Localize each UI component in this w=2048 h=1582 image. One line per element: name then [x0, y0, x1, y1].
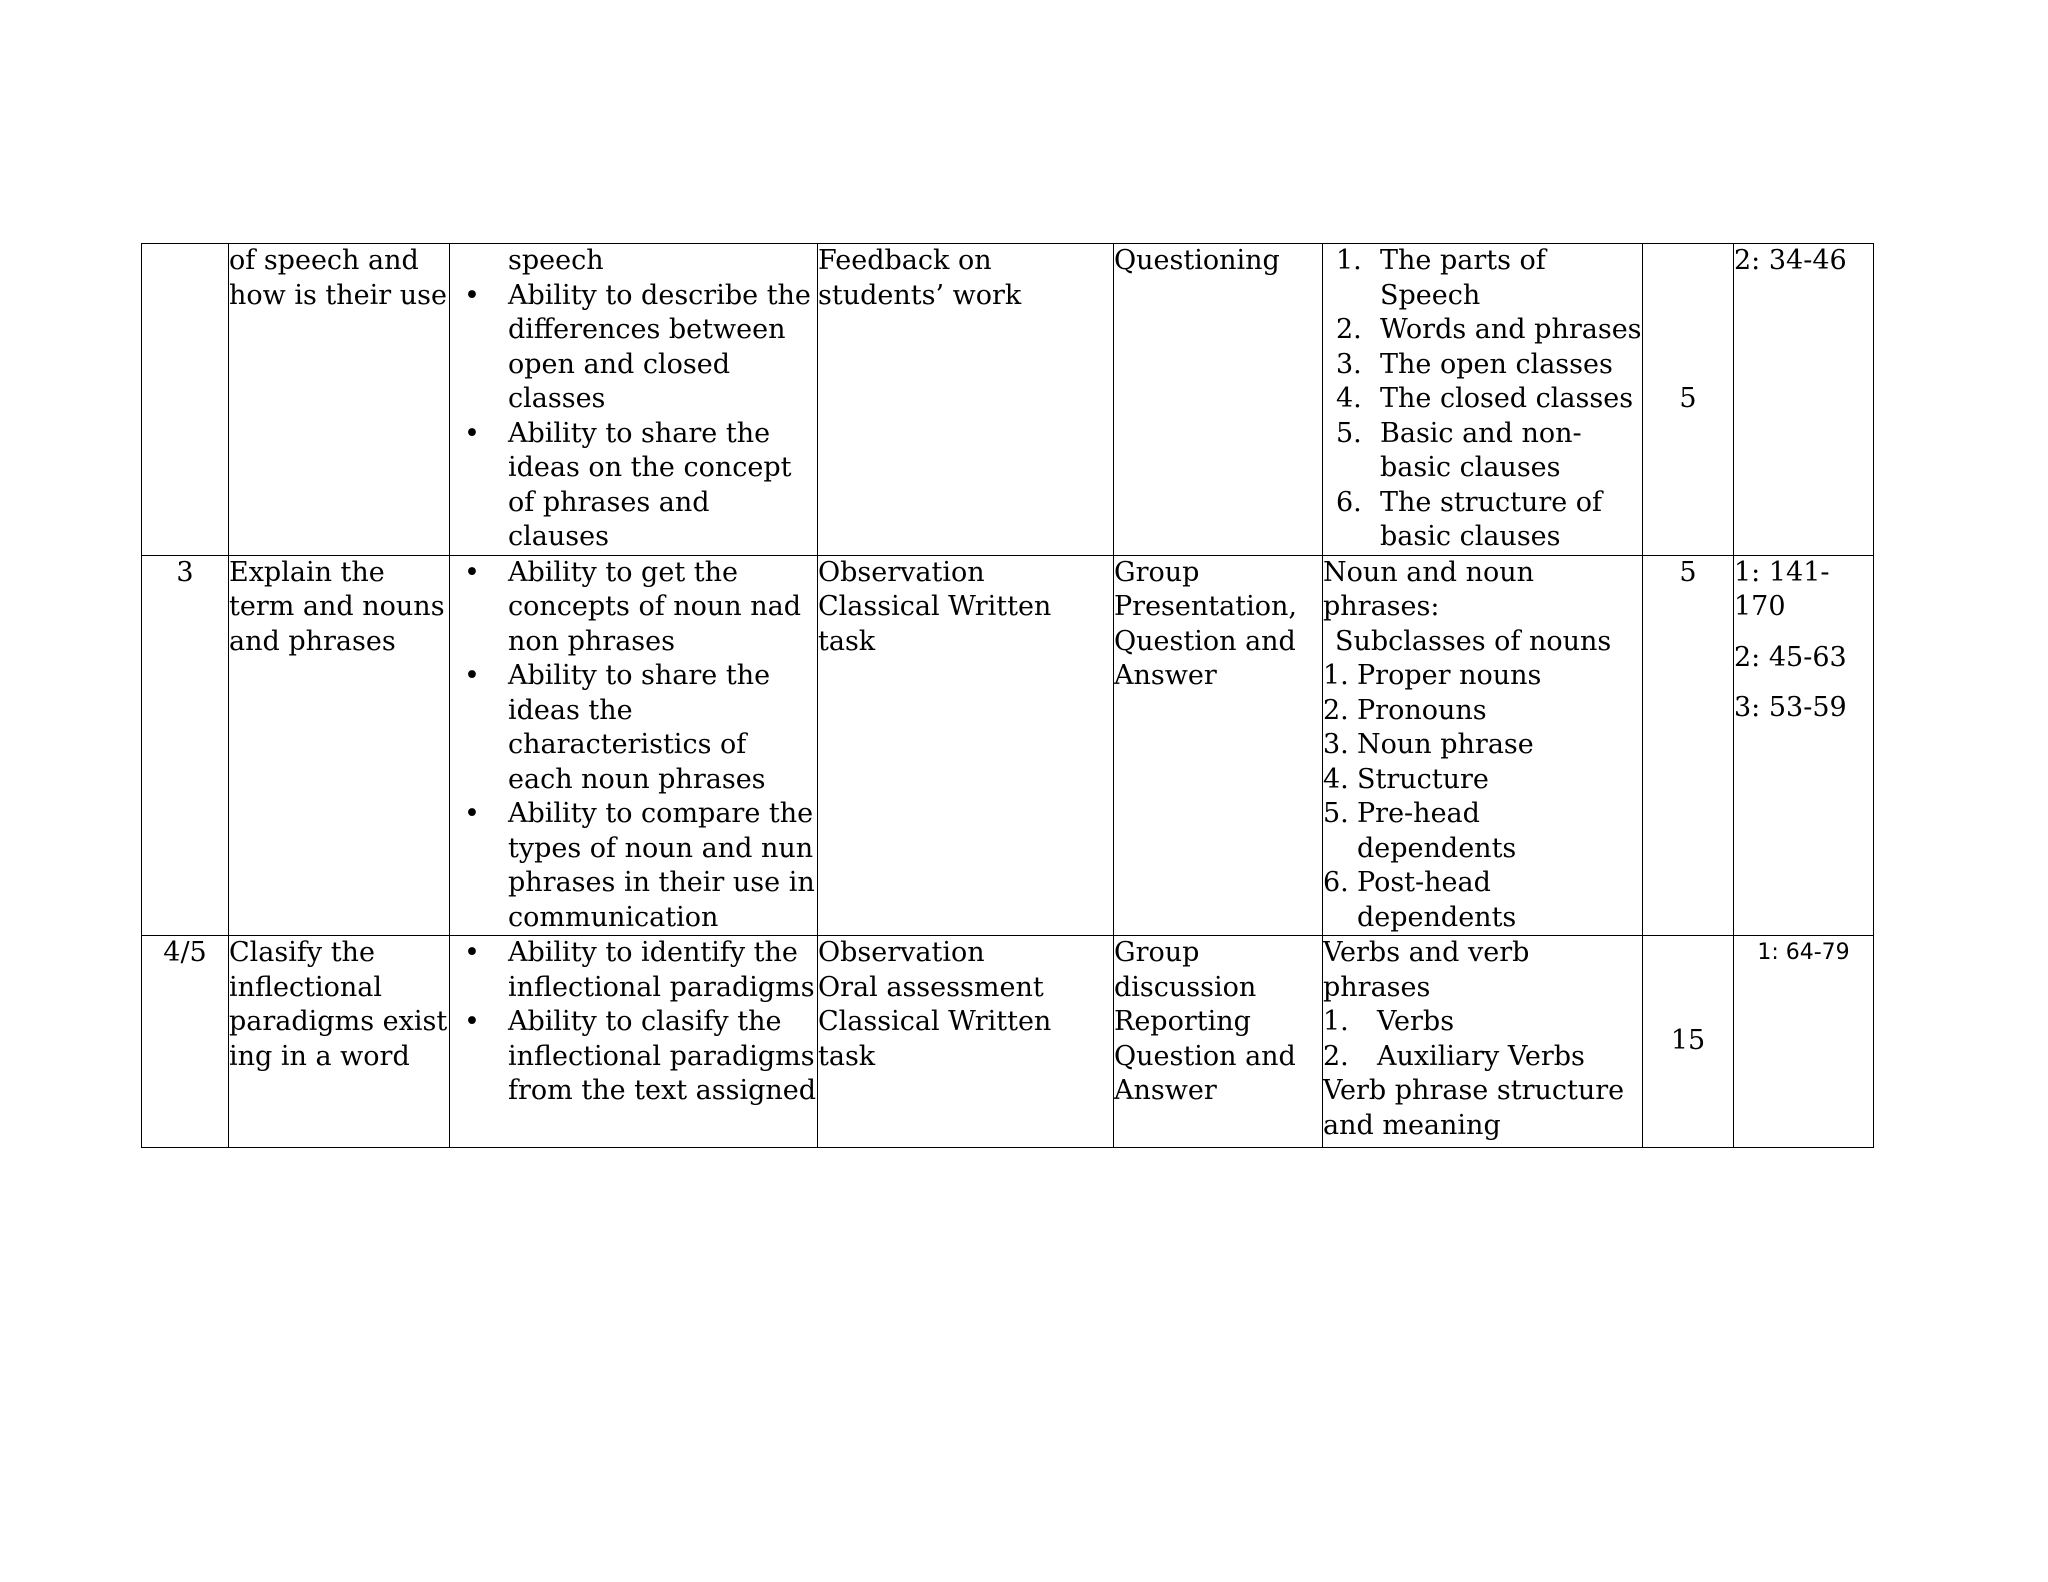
outcome-lead: speech [508, 245, 604, 276]
content-heading: Noun and noun phrases: [1323, 556, 1535, 622]
list-item: 1. Proper nouns [1323, 660, 1542, 691]
content-heading: Verbs and verb phrases [1323, 937, 1530, 1003]
content-cell [1323, 244, 1643, 556]
week-cell: 3 [142, 555, 229, 936]
list-item: 2. Pronouns [1323, 694, 1487, 726]
list-item: 1. Verbs [1323, 1006, 1455, 1037]
method-item: Question and Answer [1114, 1040, 1296, 1106]
methods-cell [1114, 244, 1323, 556]
outcomes-cell [450, 936, 818, 1148]
hours-cell: 5 [1643, 555, 1734, 936]
method-item: Questioning [1114, 245, 1280, 276]
objective-cell: Explain the term and nouns and phrases [229, 555, 450, 936]
assessment-cell [818, 244, 1114, 556]
content-list [1323, 1005, 1642, 1074]
list-item: 5. Pre-head dependents [1323, 798, 1517, 864]
objective-cell: of speech and how is their use [229, 244, 450, 556]
list-item: 4. The closed classes [1336, 383, 1634, 414]
table-row [142, 936, 1874, 1148]
outcomes-list [450, 936, 817, 1109]
assessment-item: Observation [818, 937, 985, 968]
assessment-item: Observation [818, 556, 985, 588]
outcomes-cell [450, 555, 818, 936]
references-cell [1734, 555, 1874, 936]
reference-item: 2: 34-46 [1734, 245, 1847, 276]
list-item: • Ability to get the concepts of noun nad non phrases [464, 556, 817, 660]
content-list [1323, 659, 1642, 935]
list-item: • Ability to share the ideas on the concept of phrases and clauses [464, 417, 817, 555]
course-schedule-table [141, 243, 1874, 1148]
list-item: • Ability to clasify the inflectional paradigms from the text assigned [464, 1005, 817, 1109]
list-item: 1. The parts of Speech [1336, 245, 1546, 311]
reference-item: 3: 53-59 [1734, 692, 1847, 723]
table-row [142, 555, 1874, 936]
objective-cell: Clasify the inflectional paradigms exist ing in a word [229, 936, 450, 1148]
outcomes-list [450, 556, 817, 936]
content-cell [1323, 555, 1643, 936]
references-cell [1734, 244, 1874, 556]
list-item: 3. The open classes [1336, 348, 1613, 380]
outcomes-list [450, 279, 817, 555]
hours-cell: 15 [1643, 936, 1734, 1148]
references-cell [1734, 936, 1874, 1148]
assessment-item: Classical Written task [818, 1006, 1052, 1072]
list-item: • Ability to compare the types of noun and nun phrases in their use in communication [464, 797, 817, 935]
assessment-cell [818, 936, 1114, 1148]
content-tail: Verb phrase structure and meaning [1323, 1075, 1625, 1141]
content-subheading: Subclasses of nouns [1335, 625, 1612, 657]
reference-item: 1: 64-79 [1757, 940, 1850, 965]
list-item: 6. Post-head dependents [1323, 867, 1517, 933]
week-cell [142, 244, 229, 556]
assessment-item: Classical Written task [818, 591, 1052, 657]
hours-cell: 5 [1643, 244, 1734, 556]
assessment-cell [818, 555, 1114, 936]
reference-item: 2: 45-63 [1734, 641, 1847, 673]
content-cell [1323, 936, 1643, 1148]
methods-cell [1114, 555, 1323, 936]
table-row [142, 244, 1874, 556]
method-item: Group discussion [1114, 937, 1257, 1003]
method-item: Group Presentation, [1114, 556, 1297, 622]
reference-item: 1: 141-170 [1734, 556, 1830, 622]
list-item: 4. Structure [1323, 763, 1489, 795]
week-cell: 4/5 [142, 936, 229, 1148]
method-item: Question and Answer [1114, 625, 1296, 691]
list-item: • Ability to identify the inflectional paradigms [464, 936, 817, 1005]
assessment-item: Feedback on students’ work [818, 245, 1022, 311]
list-item: • Ability to share the ideas the characteristics of each noun phrases [464, 659, 817, 797]
list-item: • Ability to describe the differences between open and closed classes [464, 279, 817, 417]
list-item: 2. Auxiliary Verbs [1323, 1040, 1585, 1072]
list-item: 3. Noun phrase [1323, 729, 1534, 760]
method-item: Reporting [1114, 1006, 1251, 1037]
outcomes-cell [450, 244, 818, 556]
list-item: 5. Basic and non-basic clauses [1336, 417, 1582, 483]
list-item: 2. Words and phrases [1336, 314, 1642, 345]
content-list [1323, 244, 1642, 555]
assessment-item: Oral assessment [818, 971, 1044, 1003]
list-item: 6. The structure of basic clauses [1336, 486, 1603, 552]
methods-cell [1114, 936, 1323, 1148]
